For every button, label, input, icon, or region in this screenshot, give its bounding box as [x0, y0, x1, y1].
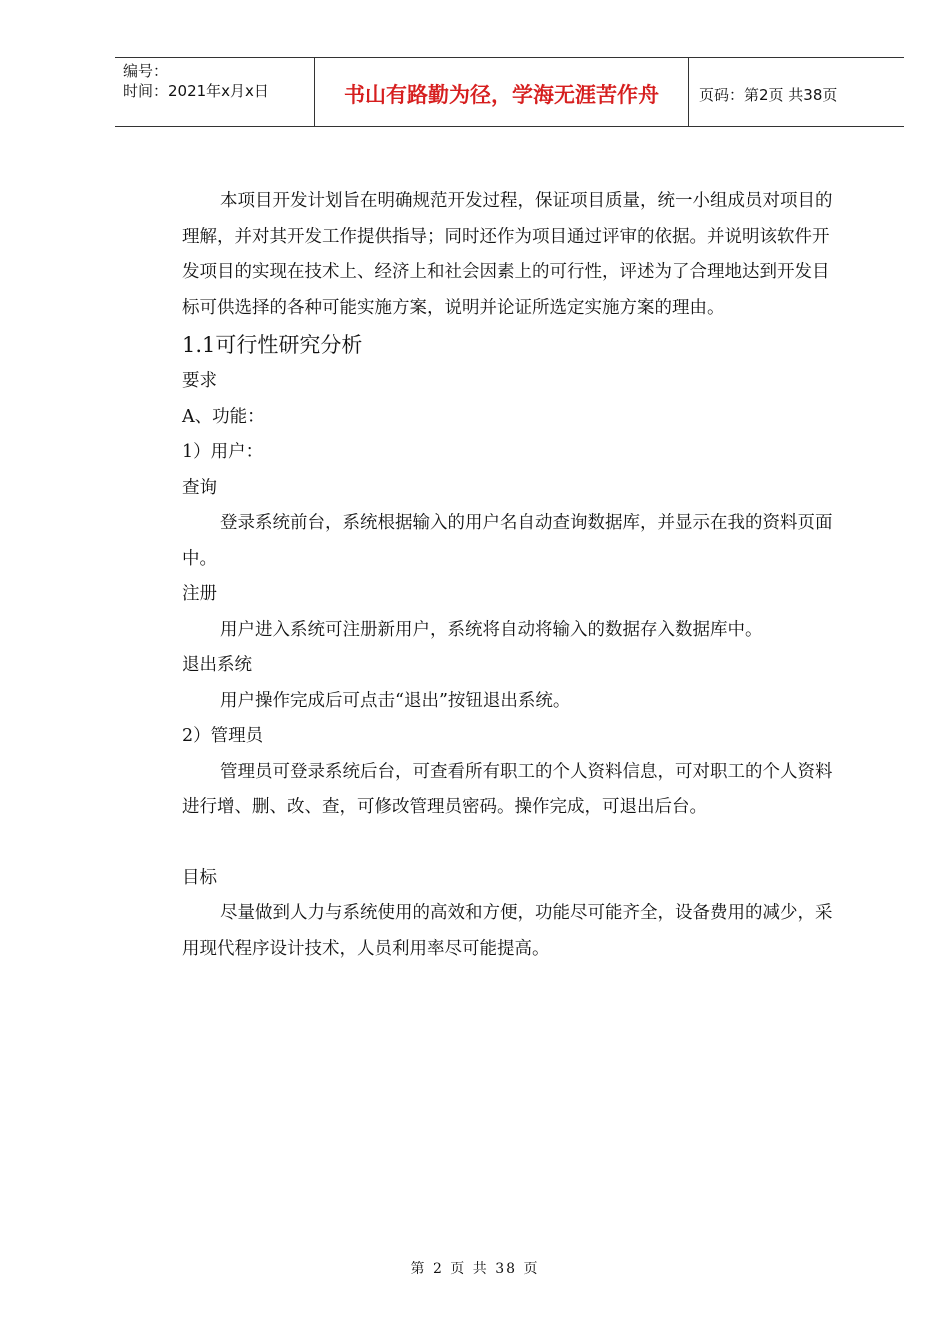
time-label: 时间：2021年x月x日 [123, 82, 269, 100]
admin-label: 2）管理员 [182, 726, 264, 746]
number-label: 编号： [123, 62, 169, 80]
requirements-label: 要求 [182, 371, 217, 391]
header-meta [115, 58, 315, 126]
query-label: 查询 [182, 477, 217, 498]
spacer [182, 826, 842, 861]
section-title: 1.1可行性研究分析 [182, 333, 363, 357]
goal-label: 目标 [182, 867, 217, 888]
header-motto: 书山有路勤为径，学海无涯苦作舟 [315, 58, 689, 126]
logout-label: 退出系统 [182, 655, 252, 675]
functions-label: A、功能： [182, 406, 265, 427]
page-header [115, 57, 904, 127]
logout-text: 用户操作完成后可点击“退出”按钮退出系统。 [220, 690, 571, 711]
page-footer: 第 2 页 共 38 页 [410, 1261, 540, 1277]
intro-paragraph: 本项目开发计划旨在明确规范开发过程，保证项目质量，统一小组成员对项目的理解，并对其开发工作提供指导；同时还作为项目通过评审的依据。并说明该软件开发项目的实现在技术上、经济上和社会因素上的可行性，评述为了合理地达到开发目标可供选择的各种可能实施方案，说明并论证所选定实施方案的理由。 [182, 191, 833, 318]
goal-text: 尽量做到人力与系统使用的高效和方便，功能尽可能齐全，设备费用的减少，采用现代程序设计技术，人员利用率尽可能提高。 [182, 903, 833, 959]
document-body [182, 184, 842, 967]
header-page-info: 页码：第2页 共38页 [699, 85, 838, 104]
admin-text: 管理员可登录系统后台，可查看所有职工的个人资料信息，可对职工的个人资料进行增、删、改、查，可修改管理员密码。操作完成，可退出后台。 [182, 761, 833, 817]
register-text: 用户进入系统可注册新用户，系统将自动将输入的数据存入数据库中。 [220, 619, 763, 640]
query-text: 登录系统前台，系统根据输入的用户名自动查询数据库，并显示在我的资料页面中。 [182, 513, 833, 569]
user-label: 1）用户： [182, 442, 264, 462]
register-label: 注册 [182, 584, 217, 604]
